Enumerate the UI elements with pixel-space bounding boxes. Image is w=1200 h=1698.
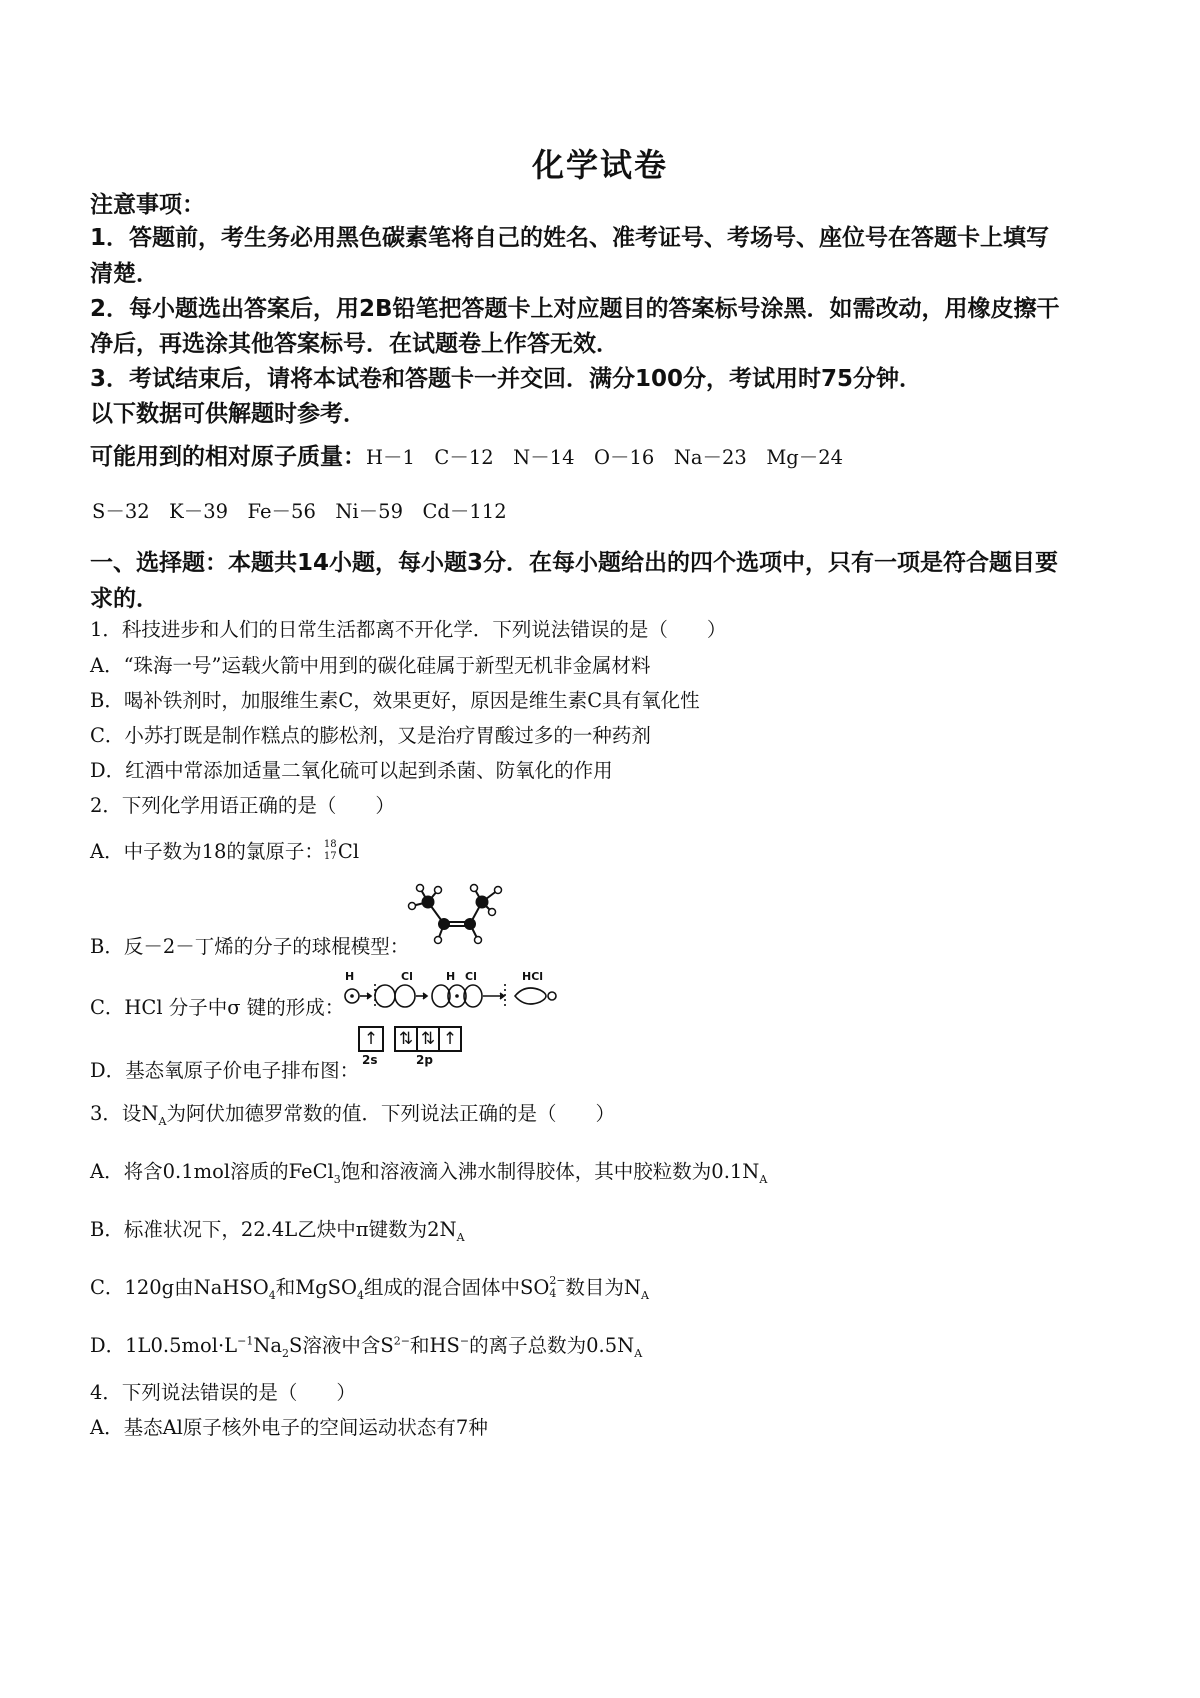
q3-a-part1: A．将含 [90, 1160, 163, 1183]
q4-option-a [90, 1412, 488, 1440]
q3-d-sulfide-charge: 2− [393, 1334, 410, 1348]
q3-b-part1: B．标准状况下， [90, 1218, 241, 1241]
notice-item-2: 2．每小题选出答案后，用2B铅笔把答题卡上对应题目的答案标号涂黑．如需改动，用橡皮擦干 [90, 296, 1060, 322]
q2-option-c: C．HCl 分子中σ 键的形成： [90, 996, 345, 1019]
q2-option-b: B．反－2－丁烯的分子的球棍模型： [90, 935, 410, 958]
q3-d-part5: 溶液中含 [302, 1334, 381, 1357]
q3-a-part3: 溶质的 [230, 1160, 289, 1183]
q3-d-na: Na [253, 1334, 283, 1357]
q3-option-d [90, 1330, 642, 1360]
q4-stem: 4．下列说法错误的是（ ） [90, 1381, 356, 1404]
q3-d-sulfide: S [380, 1334, 394, 1357]
atomic-mass-row-1 [90, 438, 843, 471]
avogadro-symbol [141, 1102, 167, 1128]
atomic-number: 17 [323, 851, 337, 862]
sigma-label-h1: H [345, 970, 355, 983]
q3-c-count: N [623, 1276, 641, 1299]
q3-d-hs: HS [429, 1334, 460, 1357]
q3-d-s: S [289, 1334, 303, 1357]
q3-c-nahso: NaHSO [193, 1276, 269, 1299]
q3-d-count: 0.5N [586, 1334, 635, 1357]
q3-option-b [90, 1214, 465, 1244]
q3-c-part1: C． [90, 1276, 125, 1299]
q3-b-part5: 键数为 [368, 1218, 428, 1241]
q1-option-a: A．“珠海一号”运载火箭中用到的碳化硅属于新型无机非金属材料 [90, 654, 651, 677]
orbital-box-2p-3: ↑ [442, 1029, 458, 1049]
q3-c-nahso-sub: 4 [268, 1288, 276, 1302]
notice-item-1: 1．答题前，考生务必用黑色碳素笔将自己的姓名、准考证号、考场号、座位号在答题卡上填写 [90, 225, 1050, 251]
section-1-heading-cont: 求的． [90, 586, 159, 612]
q3-d-conc: 1L0.5mol·L [125, 1334, 238, 1357]
orbital-box-2p-2: ⇅ [418, 1028, 440, 1050]
avogadro-sub: A [158, 1114, 167, 1128]
q3-b-part3: 乙炔中 [297, 1218, 356, 1241]
sigma-label-cl1: Cl [401, 970, 413, 983]
atomic-mass-values-1: H－1 C－12 N－14 O－16 Na－23 Mg－24 [366, 446, 844, 469]
q3-d-part1: D． [90, 1334, 126, 1357]
trans-2-butene-ball-stick-model [400, 880, 510, 950]
page-title: 化学试卷 [531, 146, 668, 184]
q3-a-count: 0.1N [711, 1160, 760, 1183]
q3-b-count: 2N [427, 1218, 457, 1241]
sigma-label-cl2: Cl [465, 970, 477, 983]
q3-c-mass: 120g [124, 1276, 175, 1299]
atomic-mass-row-2: S－32 K－39 Fe－56 Ni－59 Cd－112 [92, 500, 507, 523]
q3-stem-pre: 3．设 [90, 1102, 142, 1125]
q3-c-count-sub: A [640, 1288, 649, 1302]
q3-c-mgso-sub: 4 [357, 1288, 364, 1302]
q3-d-count-sub: A [634, 1346, 643, 1360]
q3-c-sulfate-script [549, 1274, 566, 1300]
sigma-label-hcl: HCl [522, 970, 544, 983]
atomic-mass-label: 可能用到的相对原子质量： [90, 444, 366, 470]
q4-a-part1: A．基态 [90, 1416, 163, 1439]
q3-a-fecl: FeCl [288, 1160, 334, 1183]
q3-c-sulfate-charge: 2− [549, 1274, 566, 1287]
q3-option-c [90, 1272, 649, 1302]
q1-option-b: B．喝补铁剂时，加服维生素C，效果更好，原因是维生素C具有氧化性 [90, 689, 700, 712]
notice-item-3: 3．考试结束后，请将本试卷和答题卡一并交回．满分100分，考试用时75分钟． [90, 366, 923, 392]
q1-option-d: D．红酒中常添加适量二氧化硫可以起到杀菌、防氧化的作用 [90, 759, 613, 782]
q3-a-count-sub: A [759, 1172, 768, 1186]
q3-b-count-sub: A [456, 1230, 465, 1244]
ref-data-note: 以下数据可供解题时参考． [90, 401, 366, 427]
orbital-label-2s: 2s [362, 1053, 378, 1067]
sigma-bond-formation-diagram [340, 982, 565, 1012]
q3-option-a [90, 1156, 767, 1186]
q3-d-conc-sup: −1 [237, 1334, 254, 1348]
notice-item-1-cont: 清楚． [90, 261, 159, 287]
q3-d-part7: 和 [410, 1334, 430, 1357]
orbital-box-2p-1: ⇅ [396, 1028, 418, 1050]
q3-c-sulfate: SO [520, 1276, 550, 1299]
chlorine-symbol: Cl [337, 840, 360, 863]
q3-a-fecl-sub: 3 [333, 1172, 341, 1186]
sigma-label-h2: H [446, 970, 456, 983]
avogadro-n: N [141, 1102, 159, 1125]
q3-d-na-sub: 2 [282, 1346, 290, 1360]
q3-stem [90, 1098, 615, 1128]
q4-a-part3: 原子核外电子的空间运动状态有7种 [182, 1416, 488, 1439]
q3-d-hs-charge: − [459, 1334, 470, 1348]
q3-a-amount: 0.1mol [162, 1160, 231, 1183]
q3-c-part3: 由 [174, 1276, 194, 1299]
q3-b-volume: 22.4L [240, 1218, 298, 1241]
q2-option-a-text: A．中子数为18的氯原子： [90, 840, 324, 863]
q3-b-pi: π [355, 1218, 369, 1241]
q3-c-mgso: MgSO [295, 1276, 357, 1299]
chlorine-isotope-notation [324, 840, 338, 862]
q2-option-d: D．基态氧原子价电子排布图： [90, 1059, 360, 1082]
notice-heading: 注意事项： [90, 192, 205, 218]
orbital-box-2s: ↑ [358, 1026, 384, 1052]
orbital-label-2p: 2p [416, 1053, 433, 1067]
q3-c-part5: 和 [275, 1276, 296, 1299]
q3-d-part9: 的离子总数为 [469, 1334, 587, 1357]
q3-stem-post: 为阿伏加德罗常数的值．下列说法正确的是（ ） [166, 1102, 615, 1125]
q2-option-a [90, 836, 359, 864]
q3-c-part9: 数目为 [565, 1276, 624, 1299]
q2-stem: 2．下列化学用语正确的是（ ） [90, 794, 395, 817]
q3-c-part7: 组成的混合固体中 [364, 1276, 521, 1299]
q3-a-part5: 饱和溶液滴入沸水制得胶体，其中胶粒数为 [340, 1160, 712, 1183]
q3-c-sulfate-sub: 4 [549, 1287, 557, 1300]
q4-a-al: Al [162, 1416, 183, 1439]
q1-option-c: C．小苏打既是制作糕点的膨松剂，又是治疗胃酸过多的一种药剂 [90, 724, 651, 747]
orbital-group-2p [394, 1026, 462, 1052]
section-1-heading: 一、选择题：本题共14小题，每小题3分．在每小题给出的四个选项中，只有一项是符合题目要 [90, 550, 1059, 576]
notice-item-2-cont: 净后，再选涂其他答案标号．在试题卷上作答无效． [90, 331, 619, 357]
mass-number: 18 [323, 839, 337, 850]
q1-stem: 1．科技进步和人们的日常生活都离不开化学．下列说法错误的是（ ） [90, 618, 727, 641]
